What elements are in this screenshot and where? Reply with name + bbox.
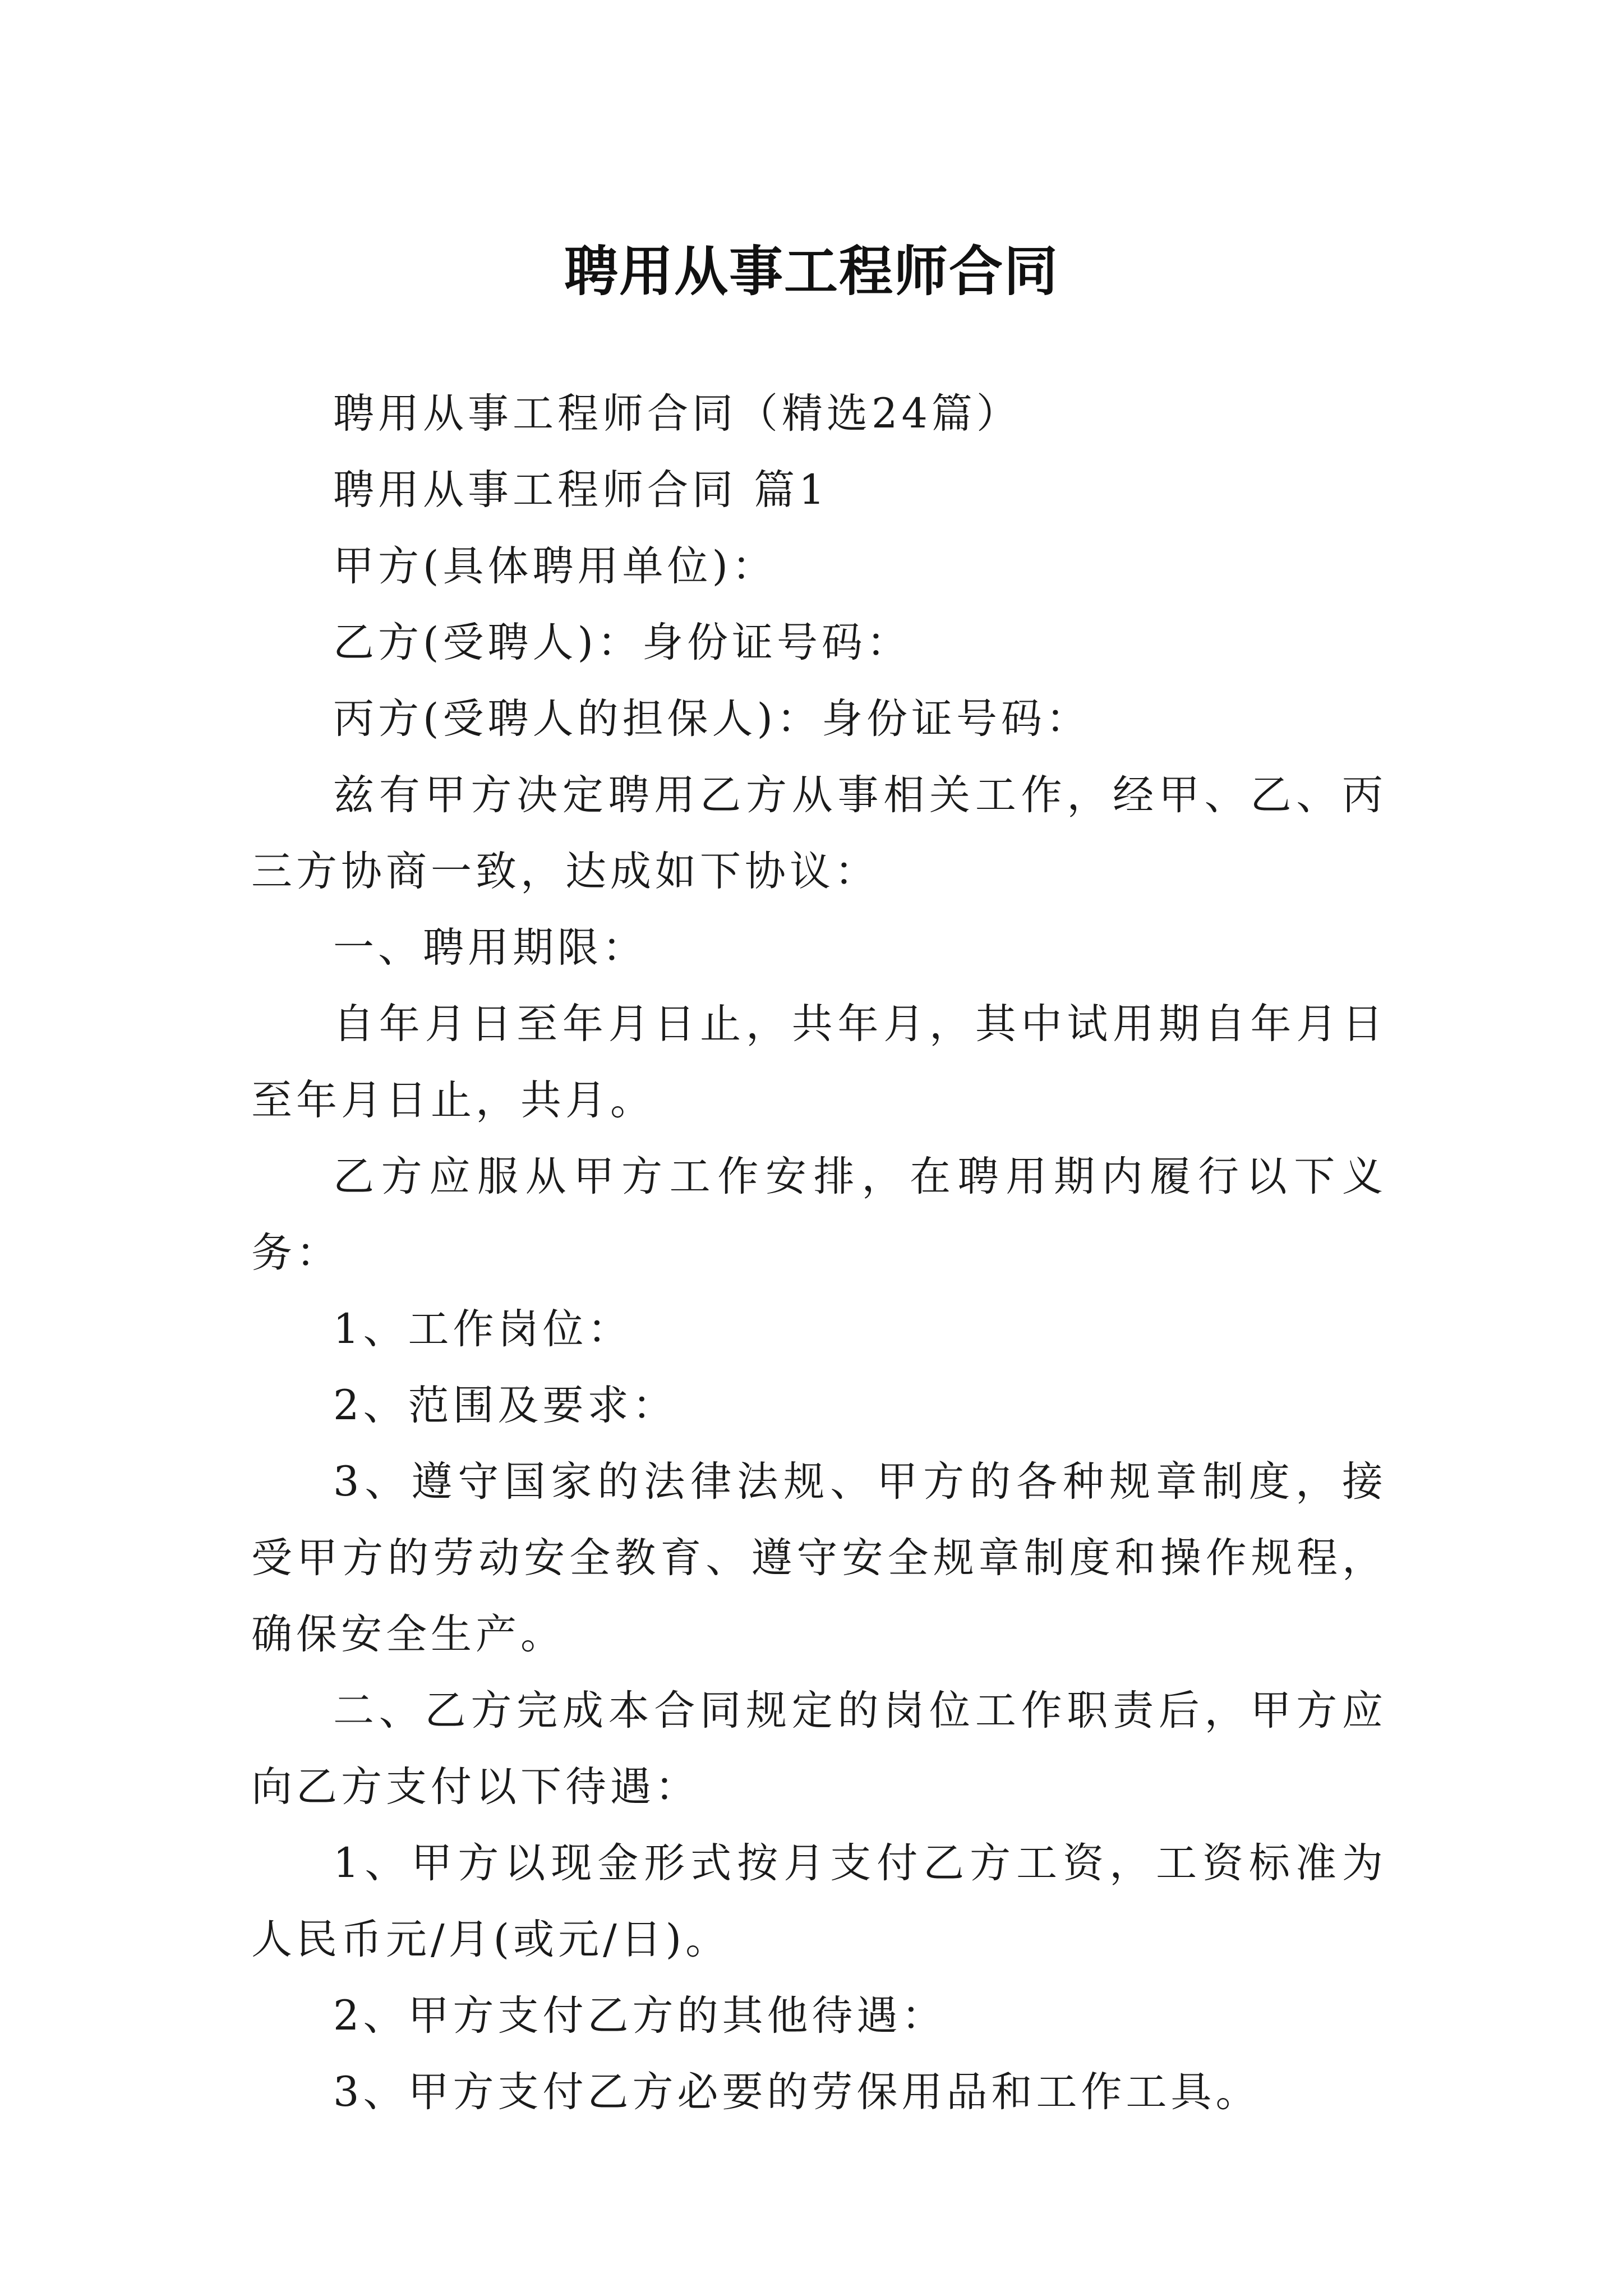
paragraph-term-dates: 自年月日至年月日止，共年月，其中试用期自年月日至年月日止，共月。 [251, 1000, 1387, 1124]
paragraph-obligations-intro: 乙方应服从甲方工作安排，在聘用期内履行以下义务： [251, 1153, 1387, 1277]
paragraph-agreement-intro: 兹有甲方决定聘用乙方从事相关工作，经甲、乙、丙三方协商一致，达成如下协议： [251, 771, 1387, 895]
paragraph-benefit-2: 2、甲方支付乙方的其他待遇： [333, 1992, 947, 2040]
paragraph-clause-1-heading: 一、聘用期限： [333, 924, 647, 972]
paragraph-section-heading: 聘用从事工程师合同 篇1 [333, 466, 829, 514]
paragraph-party-b: 乙方(受聘人)：身份证号码： [333, 619, 911, 666]
paragraph-obligation-1: 1、工作岗位： [333, 1305, 633, 1353]
paragraph-subtitle: 聘用从事工程师合同（精选24篇） [333, 390, 1021, 438]
paragraph-party-c: 丙方(受聘人的担保人)：身份证号码： [333, 695, 1091, 743]
paragraph-benefit-1: 1、甲方以现金形式按月支付乙方工资，工资标准为人民币元/月(或元/日)。 [251, 1839, 1387, 1963]
paragraph-clause-2-heading: 二、乙方完成本合同规定的岗位工作职责后，甲方应向乙方支付以下待遇： [251, 1687, 1387, 1811]
paragraph-obligation-2: 2、范围及要求： [333, 1382, 677, 1429]
document-body [251, 376, 1387, 2131]
paragraph-obligation-3: 3、遵守国家的法律法规、甲方的各种规章制度，接受甲方的劳动安全教育、遵守安全规章制度和操作规程，确保安全生产。 [251, 1458, 1387, 1658]
paragraph-benefit-3: 3、甲方支付乙方必要的劳保用品和工作工具。 [333, 2068, 1261, 2116]
page-title: 聘用从事工程师合同 [564, 240, 1059, 303]
paragraph-party-a: 甲方(具体聘用单位)： [333, 542, 777, 590]
